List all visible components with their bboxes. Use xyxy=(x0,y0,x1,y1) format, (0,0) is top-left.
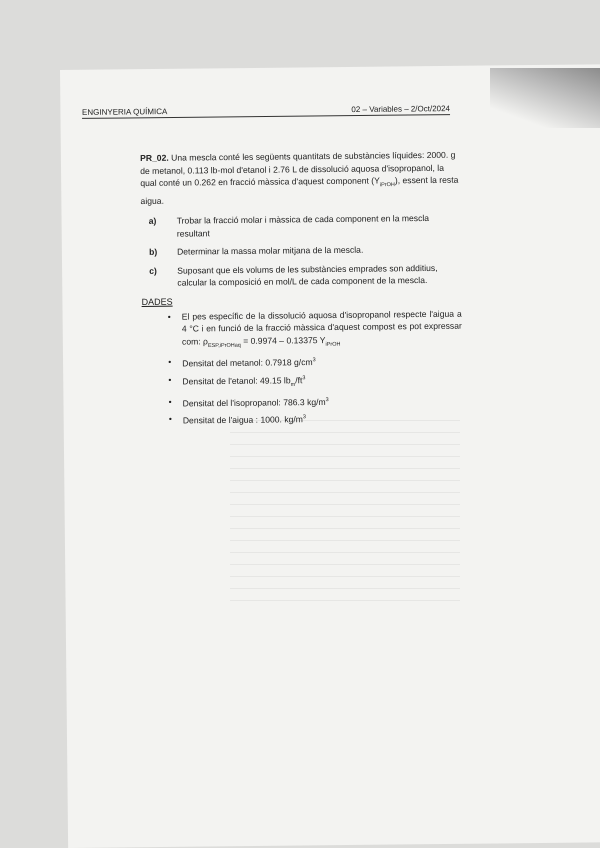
header-topic: 02 – Variables – 2/Oct/2024 xyxy=(351,104,451,115)
problem-id: PR_02. xyxy=(140,152,169,163)
data-list xyxy=(172,307,463,427)
header-subject: ENGINYERIA QUÍMICA xyxy=(81,107,168,117)
bleed-through-text xyxy=(230,420,460,610)
problem-statement: PR_02. Una mescla conté les següents quantitats de substàncies líquides: 2000. g de metanol, 0.113 lb-mol d'etanol i 2.76 L de dissolució aquosa d'isopropanol, la qual conté un 0.262 en fracció màssica d'aquest component $(Y_{iPrOH})$, essent la resta aigua. xyxy=(140,149,459,206)
question-item: b) Determinar la massa molar mitjana de la mescla. xyxy=(148,244,364,258)
question-list xyxy=(149,212,462,290)
scan-shadow xyxy=(490,68,600,128)
data-item-density-formula: • El pes específic de la dissolució aquosa d'isopropanol respecte l'aigua a 4 °C i en funció de la fracció màssica d'aquest compost es pot expressar com: $\rho_{ESP,iPrOHaq} = 0.9974 - 0.13375$ $Y_{iPrOH}$ xyxy=(172,307,462,353)
data-item-ethanol: • Densitat de l'etanol: 49.15 $lb_m/ft^3$ xyxy=(172,370,462,392)
problem-content xyxy=(140,149,463,431)
question-item: c) Suposant que els volums de les substàncies emprades son additius, calcular la composició en mol/L de cada component de la mescla. xyxy=(149,262,438,289)
question-item: a) Trobar la fracció molar i màssica de cada component en la mescla resultant xyxy=(148,213,430,239)
dades-title: DADES xyxy=(141,296,173,308)
data-item-water: • Densitat de l'aigua : 1000. $kg/m^3$ xyxy=(173,410,463,427)
data-item-methanol: • Densitat del metanol: 0.7918 $g/cm^3$ xyxy=(172,353,462,370)
data-item-isopropanol: • Densitat del l'isopropanol: 786.3 $kg/m^3$ xyxy=(173,392,463,409)
